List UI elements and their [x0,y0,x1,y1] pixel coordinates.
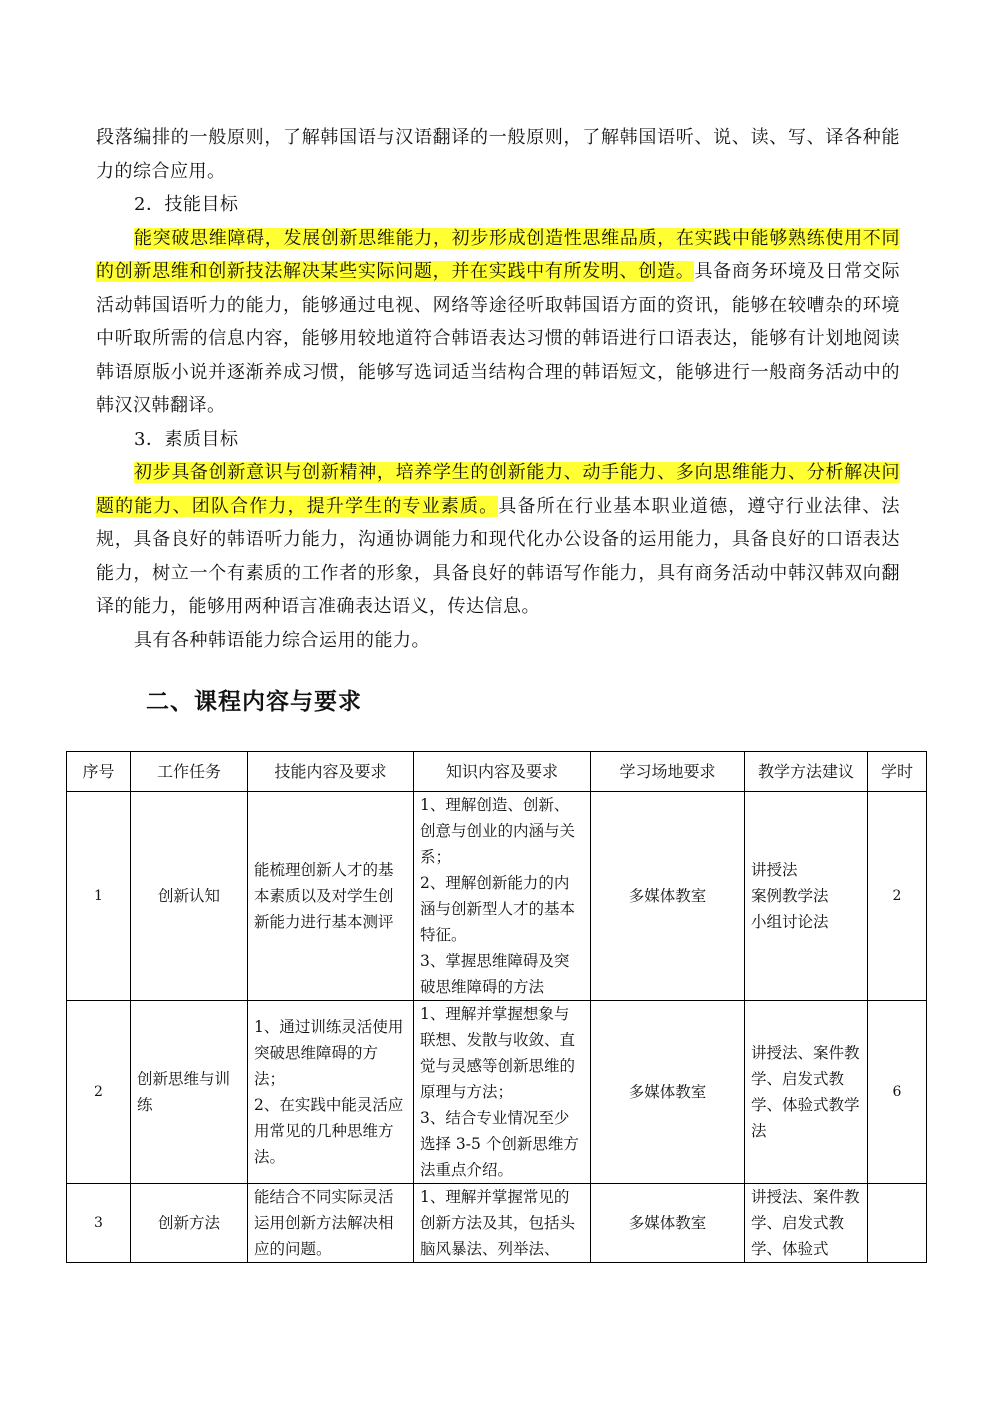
quality-goal-paragraph [96,456,900,624]
paragraph-comprehensive-ability: 具有各种韩语能力综合运用的能力。 [134,629,430,651]
header-cell-hours: 学时 [868,752,927,792]
cell-place: 多媒体教室 [591,792,745,1001]
cell-place: 多媒体教室 [591,1001,745,1184]
cell-skill: 能梳理创新人才的基本素质以及对学生创新能力进行基本测评 [248,792,414,1001]
skill-goal-text: 具备商务环境及日常交际活动韩国语听力的能力，能够通过电视、网络等途径听取韩国语方面的资讯，能够在较嘈杂的环境中听取所需的信息内容，能够用较地道符合韩语表达习惯的韩语进行口语表达，能够有计划地阅读韩语原版小说并逐渐养成习惯，能够写选词适当结构合理的韩语短文，能够进行一般商务活动中的韩汉汉韩翻译。 [96,261,901,416]
objectives-text [96,121,900,657]
highlighted-text: 能突破思维障碍，发展创新思维能力，初步形成创造性思维品质，在实践中能够熟练使用不同的创新思维和创新技法解决某些实际问题，并在实践中有所发明、创造。 [96,227,900,282]
skill-goal-paragraph [96,222,900,423]
section-title: 二、课程内容与要求 [146,689,362,715]
cell-task: 创新思维与训练 [131,1001,248,1184]
cell-knowledge: 1、理解并掌握常见的创新方法及其，包括头脑风暴法、列举法、 [414,1184,591,1263]
table-header-row [67,752,927,792]
cell-task: 创新方法 [131,1184,248,1263]
cell-method: 讲授法、案件教学、启发式教学、体验式 [745,1184,868,1263]
cell-method: 讲授法、案件教学、启发式教学、体验式教学法 [745,1001,868,1184]
cell-skill: 能结合不同实际灵活运用创新方法解决相应的问题。 [248,1184,414,1263]
cell-method: 讲授法 案例教学法 小组讨论法 [745,792,868,1001]
table-row [67,1184,927,1263]
header-cell-task: 工作任务 [131,752,248,792]
cell-knowledge: 1、理解并掌握想象与联想、发散与收敛、直觉与灵感等创新思维的原理与方法； 3、结合专业情况至少选择 3-5 个创新思维方法重点介绍。 [414,1001,591,1184]
cell-task: 创新认知 [131,792,248,1001]
header-cell-place: 学习场地要求 [591,752,745,792]
quality-goal-heading: 3．素质目标 [134,428,239,450]
cell-place: 多媒体教室 [591,1184,745,1263]
header-cell-knowledge: 知识内容及要求 [414,752,591,792]
highlighted-text: 初步具备创新意识与创新精神，培养学生的创新能力、动手能力、多向思维能力、分析解决问题的能力、团队合作力，提升学生的专业素质。 [96,462,900,517]
cell-no: 2 [67,1001,131,1184]
cell-hours: 2 [868,792,927,1001]
course-content-table [66,751,927,1263]
quality-goal-text: 具备所在行业基本职业道德，遵守行业法律、法规，具备良好的韩语听力能力，沟通协调能力和现代化办公设备的运用能力，具备良好的口语表达能力，树立一个有素质的工作者的形象，具备良好的韩语写作能力，具有商务活动中韩汉韩双向翻译的能力，能够用两种语言准确表达语义，传达信息。 [96,495,900,617]
cell-knowledge: 1、理解创造、创新、创意与创业的内涵与关系； 2、理解创新能力的内涵与创新型人才的基本特征。 3、掌握思维障碍及突破思维障碍的方法 [414,792,591,1001]
header-cell-no: 序号 [67,752,131,792]
cell-hours: 6 [868,1001,927,1184]
cell-skill: 1、通过训练灵活使用突破思维障碍的方法； 2、在实践中能灵活应用常见的几种思维方法。 [248,1001,414,1184]
paragraph-knowledge-tail: 段落编排的一般原则，了解韩国语与汉语翻译的一般原则，了解韩国语听、说、读、写、译各种能力的综合应用。 [96,127,900,182]
table-row [67,792,927,1001]
table-row [67,1001,927,1184]
header-cell-method: 教学方法建议 [745,752,868,792]
cell-hours [868,1184,927,1263]
skill-goal-heading: 2．技能目标 [134,194,239,215]
cell-no: 3 [67,1184,131,1263]
header-cell-skill: 技能内容及要求 [248,752,414,792]
cell-no: 1 [67,792,131,1001]
